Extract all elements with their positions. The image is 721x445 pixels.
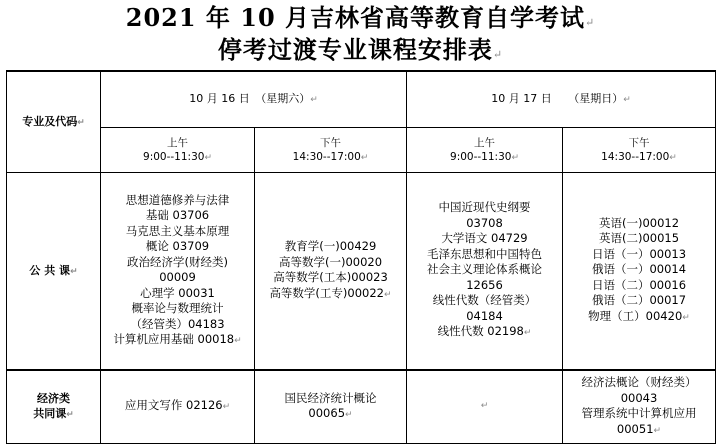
- session-time: 9:00--11:30: [450, 150, 512, 163]
- course-line: 03708: [466, 215, 503, 230]
- course-line: 大学语文 04729: [441, 231, 528, 246]
- course-line: 04184: [466, 308, 503, 323]
- course-list: [563, 371, 715, 443]
- header-day2-pm-cell: 下午 14:30--17:00↵: [601, 136, 677, 163]
- course-line: 俄语（二）00017: [591, 293, 687, 308]
- course-line: 马克思主义基本原理: [125, 223, 230, 238]
- course-line: 线性代数 02198↵: [437, 324, 532, 339]
- course-line: 高等数学(工本)00023: [273, 270, 388, 284]
- session-label: 下午: [628, 136, 650, 149]
- course-line: 高等数学(一)00020: [278, 254, 383, 269]
- course-line: 英语(一)00012: [598, 215, 680, 230]
- course-line: （经管类）04183: [130, 316, 225, 331]
- course-line: 日语（二）00016: [591, 277, 687, 292]
- course-line: 概论 03709: [145, 239, 210, 253]
- course-line: 基础 03706: [145, 208, 210, 222]
- course-line: 00043: [620, 390, 658, 405]
- course-line: 经济法概论（财经类）: [581, 375, 697, 389]
- row-label-public: 公 共 课↵: [29, 263, 78, 277]
- table-border-bottom: [6, 443, 716, 444]
- course-line: 毛泽东思想和中国特色: [427, 246, 542, 261]
- course-list: [407, 173, 562, 369]
- course-line: 12656: [466, 277, 503, 292]
- course-list: [255, 371, 406, 443]
- header-major-cell: 专业及代码↵: [22, 114, 85, 128]
- course-line: 心理学 00031: [140, 285, 215, 300]
- session-label: 上午: [167, 136, 188, 149]
- course-line: 英语(二)00015: [598, 231, 680, 246]
- header-day1-cell: 10 月 16 日 （星期六）↵: [189, 92, 318, 105]
- course-line: 00051↵: [616, 421, 662, 436]
- header-day2-date: 10 月 17 日 （星期日）: [491, 92, 624, 105]
- header-day2-am-cell: 上午 9:00--11:30↵: [450, 136, 519, 163]
- session-time: 14:30--17:00: [601, 150, 670, 163]
- course-line: 物理（工）00420↵: [588, 308, 690, 323]
- header-day1-am-cell: 上午 9:00--11:30↵: [143, 136, 212, 163]
- session-time: 14:30--17:00: [292, 150, 361, 163]
- course-line: 日语（一）00013: [591, 246, 687, 261]
- document-title-line2: 停考过渡专业课程安排表↵: [217, 35, 504, 64]
- course-line: 思想道德修养与法律: [125, 192, 230, 207]
- row-label-economics: 经济类 共同课↵: [33, 392, 74, 420]
- header-major-label: 专业及代码: [22, 114, 78, 128]
- course-line: 政治经济学(财经类): [127, 254, 228, 269]
- session-label: 下午: [320, 136, 341, 149]
- course-line: 线性代数（经管类）: [432, 293, 537, 308]
- document-title-line1: 2021 年 10 月吉林省高等教育自学考试↵: [125, 3, 596, 32]
- course-line: 管理系统中计算机应用: [581, 406, 697, 420]
- table-border-right: [715, 70, 716, 444]
- course-list: ↵: [480, 401, 489, 412]
- course-line: 应用文写作 02126↵: [124, 398, 231, 413]
- course-line: 00065↵: [308, 406, 353, 420]
- header-day1-pm-cell: 下午 14:30--17:00↵: [292, 136, 369, 163]
- course-list: [101, 371, 254, 443]
- session-time: 9:00--11:30: [143, 150, 205, 163]
- header-day1-date: 10 月 16 日 （星期六）: [189, 92, 311, 105]
- course-line: 00009: [159, 270, 196, 284]
- course-list: [101, 173, 254, 369]
- course-line: 国民经济统计概论: [284, 390, 377, 405]
- course-line: 俄语（一）00014: [591, 262, 687, 277]
- course-line: 高等数学(工专)00022↵: [269, 285, 392, 300]
- header-day2-cell: 10 月 17 日 （星期日）↵: [491, 92, 631, 105]
- session-label: 上午: [474, 136, 495, 149]
- course-line: 计算机应用基础 00018↵: [113, 332, 242, 346]
- course-line: 概率论与数理统计: [131, 301, 224, 315]
- course-list: [563, 173, 715, 369]
- course-list: [255, 173, 406, 369]
- course-line: 中国近现代史纲要: [438, 200, 531, 215]
- course-line: 社会主义理论体系概论: [427, 262, 542, 277]
- course-line: 教育学(一)00429: [284, 239, 377, 253]
